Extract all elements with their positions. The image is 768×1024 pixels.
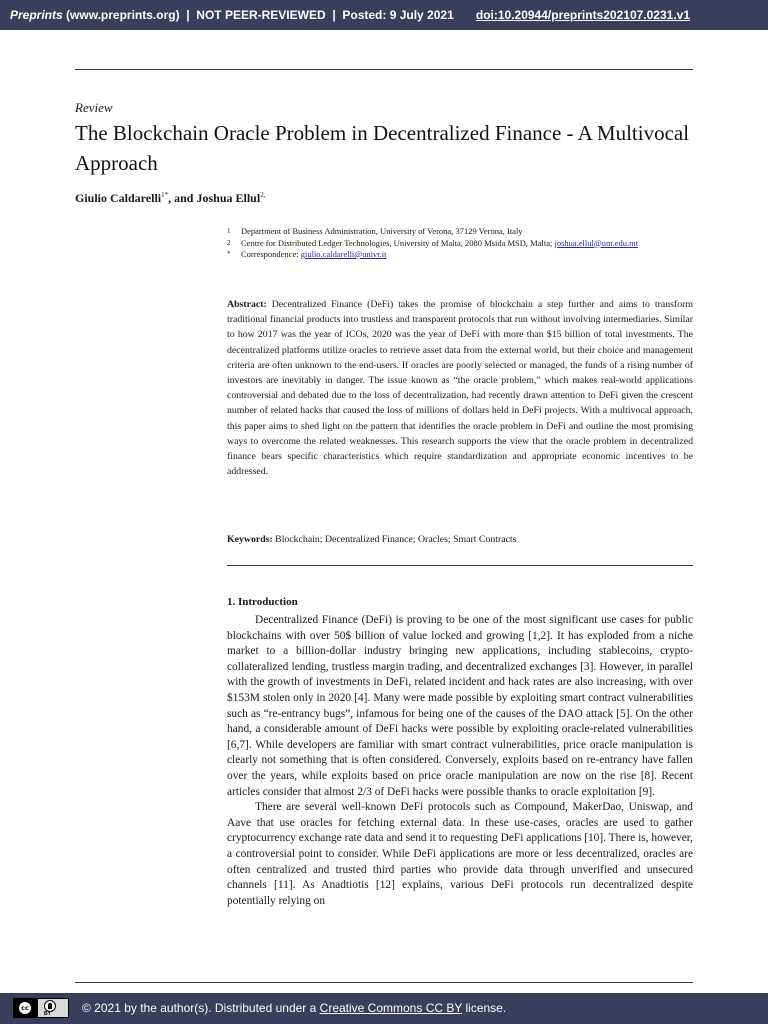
author-list: [75, 191, 265, 206]
header-separator: |: [332, 8, 336, 22]
copyright-text: © 2021 by the author(s). Distributed under a: [82, 1001, 317, 1015]
cc-by-license-icon[interactable]: [13, 998, 69, 1018]
abstract-text: Decentralized Finance (DeFi) takes the promise of blockchain a step further and aims to transform traditional financial products into trustless and transparent protocols that run without involving intermediaries. Similar to how 2017 was the year of ICOs, 2020 was the year of DeFi with more than $15 billion of total investments. The decentralized platforms utilize oracles to retrieve asset data from the external world, but their choice and management criteria are often unknown to the end-users. If oracles are poorly selected or managed, the funds of a rising number of investors are inevitably in danger. The issue known as “the oracle problem,” which makes real-world applications controversial and debated due to the loss of decentralization, had recently drawn attention to DeFi given the crescent number of related hacks that caused the loss of millions of dollars held in DeFi projects. With a multivocal approach, this paper aims to shed light on the pattern that identifies the oracle problem in DeFi and outline the most promising ways to overcome the related weaknesses. This research supports the view that the oracle problem in decentralized finance bears specific characteristics which require standardization and appropriate economic incentives to be addressed.: [227, 299, 693, 478]
article-type: Review: [75, 100, 113, 115]
keywords-text: Blockchain; Decentralized Finance; Oracles; Smart Contracts: [275, 534, 517, 545]
affiliation-mark: *: [227, 250, 231, 258]
paragraph: There are several well-known DeFi protocols such as Compound, MakerDao, Uniswap, and Aave that use oracles for fetching external data. In these use-cases, oracles are used to gather cryptocurrency exchange rate data and send it to requesting DeFi applications [10]. There is, however, a controversial point to consider. While DeFi applications are more or less decentralized, oracles are often centralized and trusted third parties who provide data through unverified and unsecured channels [11]. As Anadtiotis [12] explains, various DeFi protocols run decentralized despite potentially relying on: [227, 801, 693, 907]
cc-symbol: cc: [18, 1001, 32, 1015]
review-status: NOT PEER-REVIEWED: [196, 8, 326, 22]
paragraph: Decentralized Finance (DeFi) is proving to be one of the most significant use cases for public blockchains with over 50$ billion of value locked and growing [1,2]. It has exploded from a niche market to a billion-dollar industry bringing new applications, including stablecoins, crypto-collateralized lending, trustless margin trading, and decentralized exchanges [3]. However, in parallel with the growth of investments in DeFi, related incident and hack rates are also increasing, with over $153M stolen only in 2020 [4]. Many were made possible by exploiting smart contract vulnerabilities such as “re-entrancy bugs”, infamous for being one of the causes of the DAO attack [5]. On the other hand, a considerable amount of DeFi hacks were possible by exploiting oracle-related vulnerabilities [6,7]. While developers are familiar with smart contract vulnerabilities, price oracle manipulation is clearly not something that is often considered. Conversely, exploits based on re-entrancy have fallen over the years, while exploits based on price oracle manipulation are now on the rise [8]. Recent articles consider that almost 2/3 of DeFi hacks were possible thanks to oracle exploitation [9].: [227, 614, 693, 798]
email-link[interactable]: joshua.ellul@um.edu.mt: [554, 237, 639, 248]
author-name: Joshua Ellul: [196, 191, 261, 205]
author-conjunction: , and: [168, 191, 197, 205]
affiliation-mark: 2: [227, 238, 231, 247]
top-divider: [75, 69, 693, 70]
abstract-label: Abstract:: [227, 299, 267, 310]
license-link[interactable]: Creative Commons CC BY: [319, 1001, 463, 1015]
license-suffix: license.: [465, 1001, 507, 1015]
author-name: Giulio Caldarelli: [75, 191, 162, 205]
affiliation-text: Centre for Distributed Ledger Technologies, University of Malta, 2080 Msida MSD, Malta;: [241, 237, 555, 248]
brand-name[interactable]: Preprints: [10, 8, 63, 22]
license-statement: [82, 1001, 506, 1015]
posted-date: Posted: 9 July 2021: [342, 8, 454, 22]
preprint-header-bar: [0, 0, 768, 30]
affiliation-text: Correspondence:: [241, 249, 301, 259]
abstract: [227, 297, 693, 479]
email-link[interactable]: giulio.caldarelli@univr.it: [300, 249, 387, 259]
header-left: [10, 8, 454, 22]
author-affiliation-mark: 1*: [161, 191, 169, 199]
affiliation-mark: 1: [227, 227, 231, 235]
keywords-divider: [227, 565, 693, 566]
doi-link[interactable]: doi:10.20944/preprints202107.0231.v1: [475, 8, 690, 22]
affiliation-list: [227, 226, 667, 261]
section-heading: 1. Introduction: [227, 596, 298, 608]
by-label: BY: [44, 1011, 51, 1017]
license-footer-bar: [0, 993, 768, 1024]
header-separator: |: [186, 8, 190, 22]
affiliation-text: Department of Business Administration, University of Verona, 37129 Verona, Italy: [241, 226, 523, 236]
keywords-label: Keywords:: [227, 534, 273, 545]
site-url[interactable]: (www.preprints.org): [66, 8, 180, 22]
cc-badge-left: [14, 999, 38, 1017]
affiliation-item: [227, 226, 667, 238]
affiliation-item: [227, 238, 667, 250]
keywords: [227, 534, 693, 545]
introduction-body: [227, 613, 693, 909]
author-affiliation-mark: 2,: [260, 191, 266, 199]
paper-title: The Blockchain Oracle Problem in Decentralized Finance - A Multivocal Approach: [75, 121, 690, 175]
affiliation-item: [227, 249, 667, 261]
bottom-divider: [75, 982, 693, 983]
